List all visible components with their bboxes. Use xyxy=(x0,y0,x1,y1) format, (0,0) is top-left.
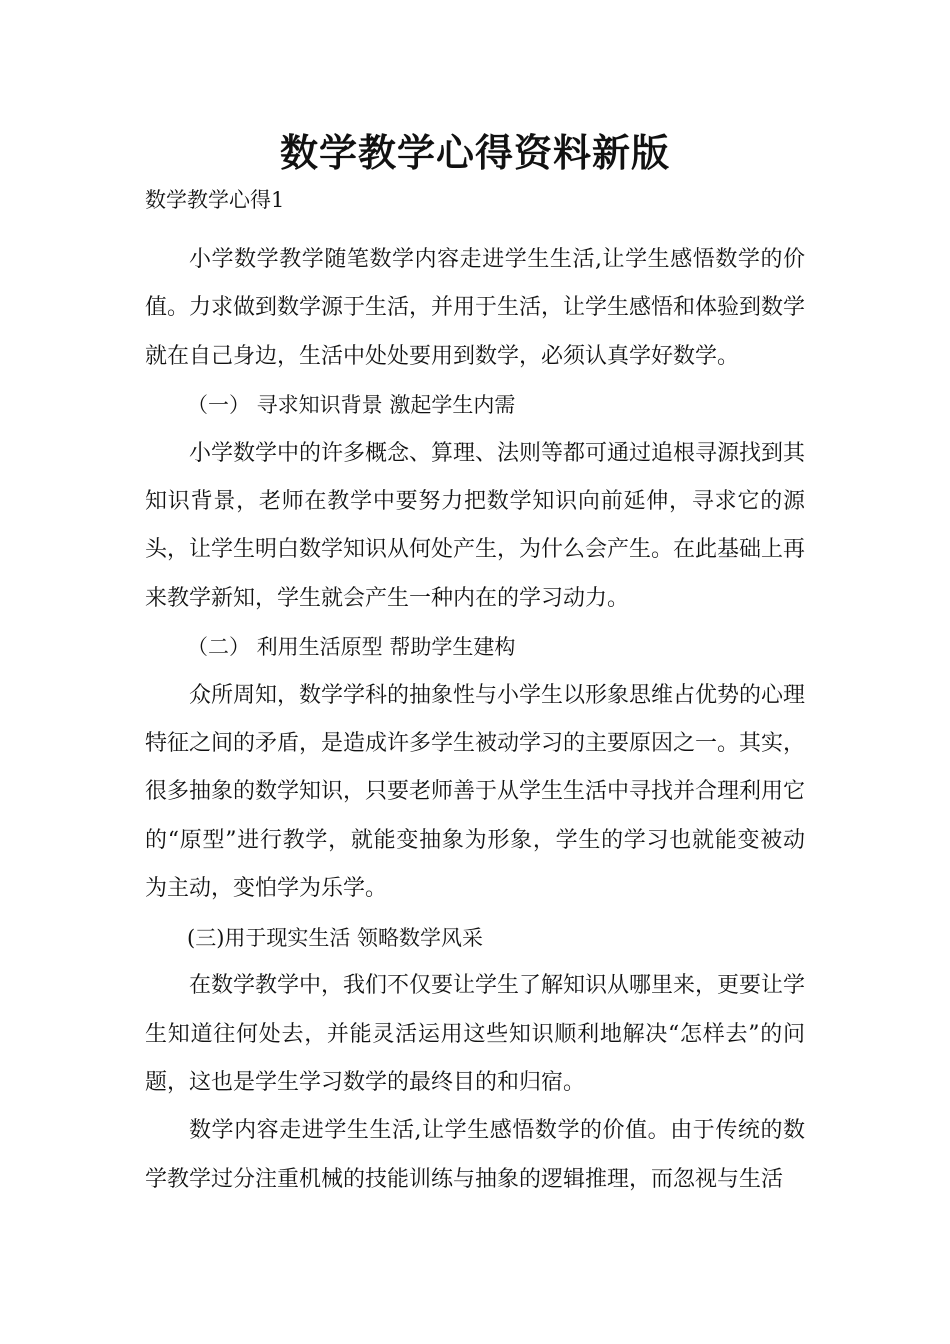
section-heading: （一） 寻求知识背景 激起学生内需 xyxy=(187,393,516,418)
paragraph: 小学数学中的许多概念、算理、法则等都可通过追根寻源找到其知识背景，老师在教学中要努力把数学知识向前延伸，寻求它的源头，让学生明白数学知识从何处产生，为什么会产生。在此基础上再来教学新知，学生就会产生一种内在的学习动力。 xyxy=(145,440,806,611)
document-title: 数学教学心得资料新版 xyxy=(279,131,670,175)
paragraph: 数学内容走进学生生活,让学生感悟数学的价值。由于传统的数学教学过分注重机械的技能训练与抽象的逻辑推理，而忽视与生活 xyxy=(145,1118,805,1192)
paragraph: 众所周知，数学学科的抽象性与小学生以形象思维占优势的心理特征之间的矛盾，是造成许多学生被动学习的主要原因之一。其实，很多抽象的数学知识，只要老师善于从学生生活中寻找并合理利用它的“原型”进行教学，就能变抽象为形象，学生的学习也就能变被动为主动，变怕学为乐学。 xyxy=(145,682,806,902)
section-heading: (三)用于现实生活 领略数学风采 xyxy=(187,925,484,950)
section-heading: （二） 利用生活原型 帮助学生建构 xyxy=(187,635,516,660)
paragraph: 在数学教学中，我们不仅要让学生了解知识从哪里来，更要让学生知道往何处去，并能灵活运用这些知识顺利地解决“怎样去”的问题，这也是学生学习数学的最终目的和归宿。 xyxy=(145,973,806,1095)
document-subtitle: 数学教学心得1 xyxy=(145,188,285,212)
paragraph: 小学数学教学随笔数学内容走进学生生活,让学生感悟数学的价值。力求做到数学源于生活，并用于生活，让学生感悟和体验到数学就在自己身边，生活中处处要用到数学，必须认真学好数学。 xyxy=(145,247,806,369)
document-body xyxy=(145,236,805,1204)
